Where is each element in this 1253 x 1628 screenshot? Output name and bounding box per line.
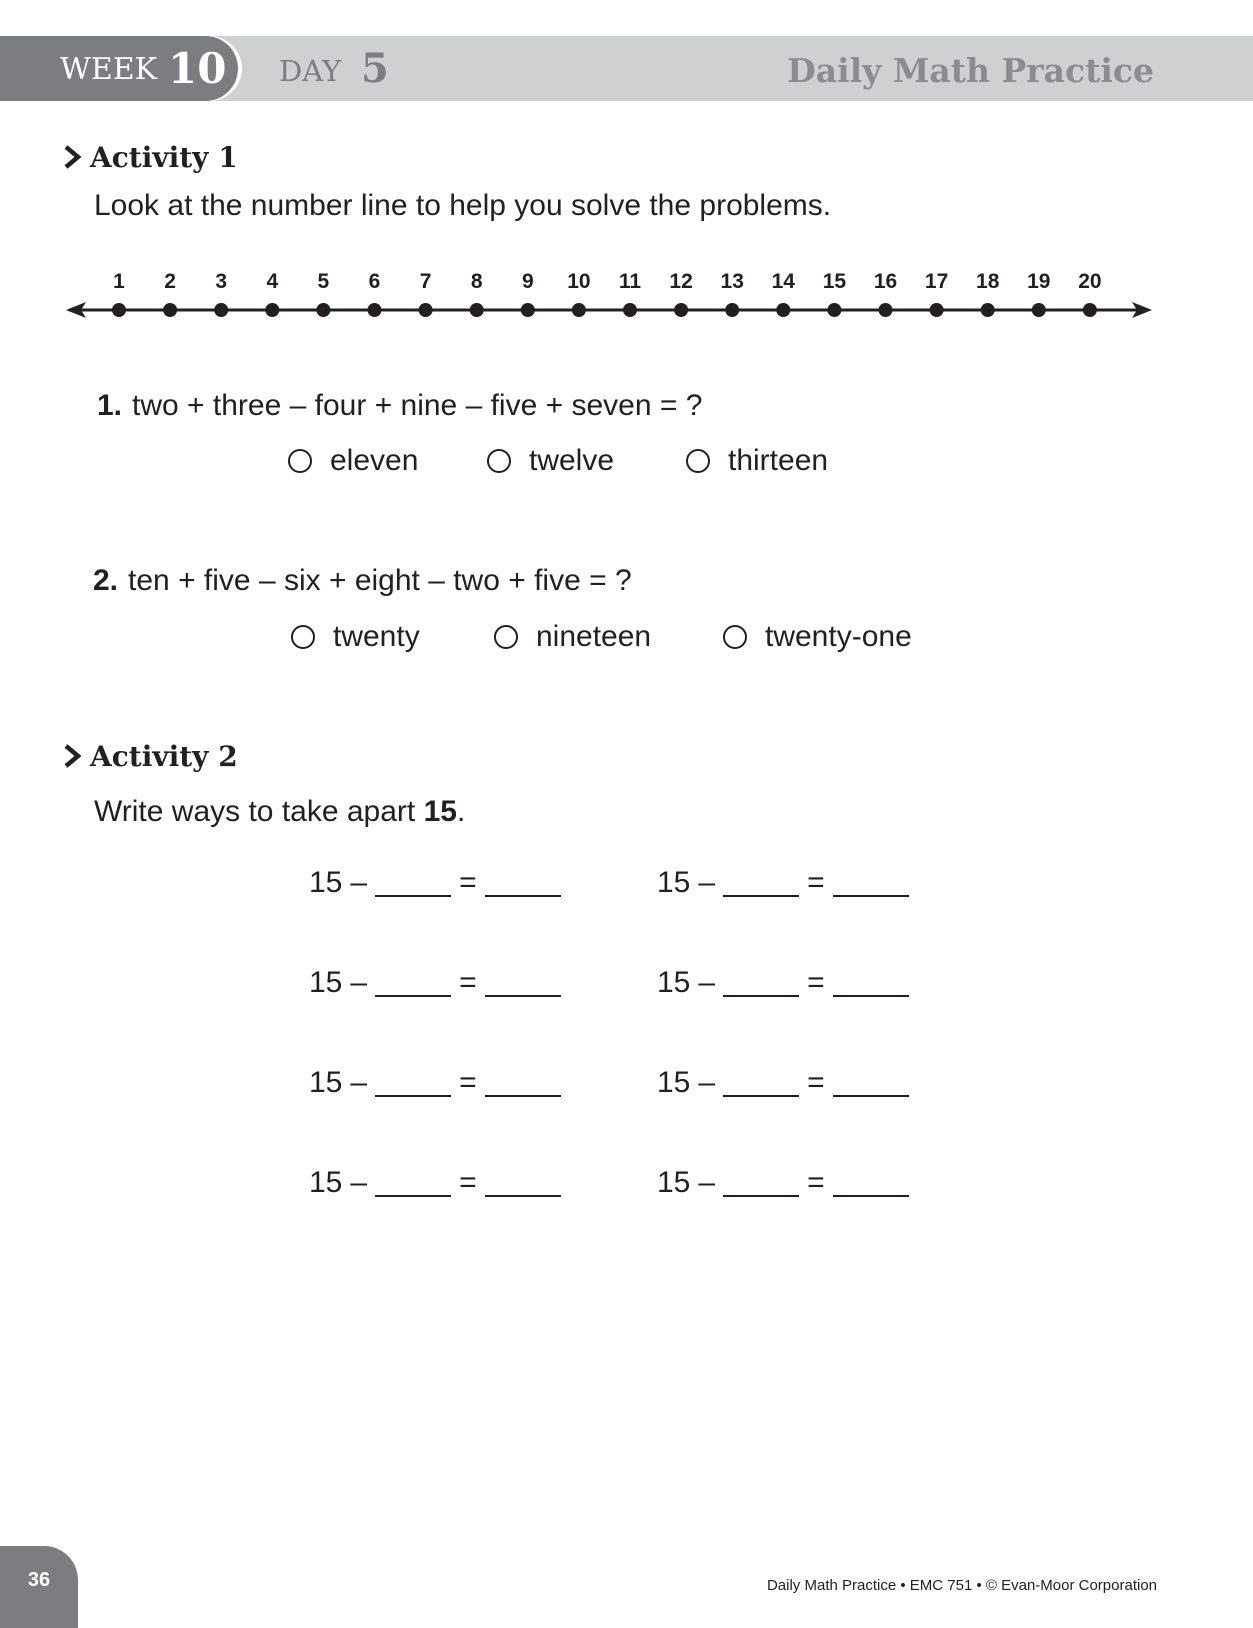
week-number: 10 bbox=[168, 44, 227, 93]
minus-sign: – bbox=[698, 1066, 716, 1099]
activity-2-title: Activity 2 bbox=[90, 739, 238, 773]
day-number: 5 bbox=[361, 45, 389, 92]
minus-sign: – bbox=[698, 866, 716, 899]
number-line-point bbox=[1083, 303, 1097, 317]
radio-bubble-icon[interactable] bbox=[487, 449, 511, 473]
footer-credit: Daily Math Practice • EMC 751 • © Evan-Moor Corporation bbox=[766, 1577, 1157, 1594]
number-line-label: 10 bbox=[567, 270, 591, 293]
number-line-label: 3 bbox=[215, 270, 228, 293]
number-line-label: 5 bbox=[317, 270, 330, 293]
equation-start: 15 bbox=[309, 1066, 343, 1099]
problem-1-text: two + three – four + nine – five + seven = ? bbox=[132, 389, 703, 422]
number-line-label: 9 bbox=[521, 270, 534, 293]
answer-blank[interactable] bbox=[723, 967, 799, 997]
choice-option[interactable] bbox=[494, 617, 651, 657]
radio-bubble-icon[interactable] bbox=[723, 625, 747, 649]
arrow-bullet-icon bbox=[62, 744, 82, 768]
equals-sign: = bbox=[807, 1166, 825, 1199]
choice-label: nineteen bbox=[536, 620, 652, 653]
equals-sign: = bbox=[459, 866, 477, 899]
number-line-point bbox=[572, 303, 586, 317]
number-line-label: 2 bbox=[164, 270, 176, 293]
number-line-point bbox=[368, 303, 382, 317]
equation-start: 15 bbox=[657, 966, 691, 999]
number-line-label: 19 bbox=[1027, 270, 1051, 293]
choice-label: twelve bbox=[529, 444, 615, 477]
answer-blank[interactable] bbox=[723, 1167, 799, 1197]
number-line-point bbox=[981, 303, 995, 317]
minus-sign: – bbox=[350, 1166, 368, 1199]
equals-sign: = bbox=[807, 966, 825, 999]
number-line-label: 18 bbox=[976, 270, 1000, 293]
subtraction-equation bbox=[309, 1065, 569, 1101]
number-line bbox=[66, 270, 1152, 322]
equals-sign: = bbox=[459, 1166, 477, 1199]
number-line-point bbox=[214, 303, 228, 317]
answer-blank[interactable] bbox=[833, 1167, 909, 1197]
equation-start: 15 bbox=[309, 866, 343, 899]
answer-blank[interactable] bbox=[485, 1067, 561, 1097]
choice-option[interactable] bbox=[487, 441, 614, 481]
choice-label: eleven bbox=[330, 444, 419, 477]
number-line-label: 17 bbox=[924, 270, 949, 293]
number-line-label: 13 bbox=[720, 270, 744, 293]
answer-blank[interactable] bbox=[485, 967, 561, 997]
choice-option[interactable] bbox=[686, 441, 828, 481]
subtraction-equation bbox=[657, 965, 917, 1001]
choice-option[interactable] bbox=[291, 617, 420, 657]
page-number: 36 bbox=[27, 1569, 51, 1591]
answer-blank[interactable] bbox=[833, 1067, 909, 1097]
problem-1 bbox=[97, 386, 702, 426]
number-line-point bbox=[419, 303, 433, 317]
instruction-text: Write ways to take apart bbox=[94, 795, 424, 828]
radio-bubble-icon[interactable] bbox=[686, 449, 710, 473]
number-line-label: 7 bbox=[419, 270, 432, 293]
number-line-point bbox=[879, 303, 893, 317]
number-line-point bbox=[1032, 303, 1046, 317]
number-line-label: 12 bbox=[669, 270, 693, 293]
problem-2-number: 2. bbox=[93, 564, 119, 597]
activity-1-heading bbox=[62, 137, 238, 177]
answer-blank[interactable] bbox=[833, 867, 909, 897]
number-line-label: 8 bbox=[470, 270, 483, 293]
equation-start: 15 bbox=[657, 1066, 691, 1099]
equation-start: 15 bbox=[657, 866, 691, 899]
equation-start: 15 bbox=[309, 966, 343, 999]
number-line-point bbox=[623, 303, 637, 317]
number-line-label: 14 bbox=[771, 270, 795, 293]
problem-2 bbox=[93, 561, 632, 601]
minus-sign: – bbox=[350, 1066, 368, 1099]
number-line-point bbox=[265, 303, 279, 317]
radio-bubble-icon[interactable] bbox=[291, 625, 315, 649]
choice-label: thirteen bbox=[728, 444, 829, 477]
number-line-point bbox=[316, 303, 330, 317]
number-line-point bbox=[112, 303, 126, 317]
equation-start: 15 bbox=[657, 1166, 691, 1199]
number-line-label: 1 bbox=[113, 270, 125, 293]
instruction-number: 15 bbox=[423, 795, 457, 828]
arrow-bullet-icon bbox=[62, 145, 82, 169]
subtraction-equation bbox=[657, 1165, 917, 1201]
number-line-point bbox=[163, 303, 177, 317]
subtraction-equation bbox=[309, 865, 569, 901]
equation-start: 15 bbox=[309, 1166, 343, 1199]
equals-sign: = bbox=[459, 966, 477, 999]
problem-2-text: ten + five – six + eight – two + five = ? bbox=[128, 564, 632, 597]
number-line-label: 4 bbox=[266, 270, 279, 293]
choice-label: twenty bbox=[333, 620, 420, 653]
choice-option[interactable] bbox=[288, 441, 418, 481]
number-line-label: 11 bbox=[618, 270, 642, 293]
answer-blank[interactable] bbox=[375, 867, 451, 897]
activity-1-instruction: Look at the number line to help you solve the problems. bbox=[94, 189, 832, 222]
minus-sign: – bbox=[698, 1166, 716, 1199]
day-label: DAY bbox=[279, 54, 342, 88]
subtraction-equation bbox=[657, 865, 917, 901]
subtraction-equation bbox=[309, 1165, 569, 1201]
equals-sign: = bbox=[459, 1066, 477, 1099]
minus-sign: – bbox=[350, 866, 368, 899]
number-line-point bbox=[470, 303, 484, 317]
equals-sign: = bbox=[807, 1066, 825, 1099]
page-title: Daily Math Practice bbox=[787, 51, 1154, 90]
subtraction-equation bbox=[309, 965, 569, 1001]
number-line-label: 6 bbox=[368, 270, 381, 293]
minus-sign: – bbox=[350, 966, 368, 999]
minus-sign: – bbox=[698, 966, 716, 999]
activity-2-instruction bbox=[94, 792, 465, 832]
radio-bubble-icon[interactable] bbox=[288, 449, 312, 473]
radio-bubble-icon[interactable] bbox=[494, 625, 518, 649]
number-line-label: 20 bbox=[1078, 270, 1102, 293]
answer-blank[interactable] bbox=[485, 867, 561, 897]
answer-blank[interactable] bbox=[485, 1167, 561, 1197]
number-line-point bbox=[930, 303, 944, 317]
problem-1-number: 1. bbox=[97, 389, 123, 422]
answer-blank[interactable] bbox=[375, 1067, 451, 1097]
answer-blank[interactable] bbox=[723, 1067, 799, 1097]
activity-1-title: Activity 1 bbox=[90, 140, 238, 174]
answer-blank[interactable] bbox=[375, 967, 451, 997]
instruction-period: . bbox=[456, 795, 466, 828]
choice-label: twenty-one bbox=[765, 620, 912, 653]
subtraction-equation bbox=[657, 1065, 917, 1101]
answer-blank[interactable] bbox=[833, 967, 909, 997]
choice-option[interactable] bbox=[723, 617, 912, 657]
number-line-point bbox=[674, 303, 688, 317]
answer-blank[interactable] bbox=[723, 867, 799, 897]
equals-sign: = bbox=[807, 866, 825, 899]
number-line-label: 15 bbox=[822, 270, 847, 293]
answer-blank[interactable] bbox=[375, 1167, 451, 1197]
week-label: WEEK bbox=[60, 52, 158, 87]
number-line-point bbox=[827, 303, 841, 317]
number-line-point bbox=[725, 303, 739, 317]
number-line-point bbox=[776, 303, 790, 317]
number-line-point bbox=[521, 303, 535, 317]
activity-2-heading bbox=[62, 736, 238, 776]
number-line-label: 16 bbox=[873, 270, 898, 293]
